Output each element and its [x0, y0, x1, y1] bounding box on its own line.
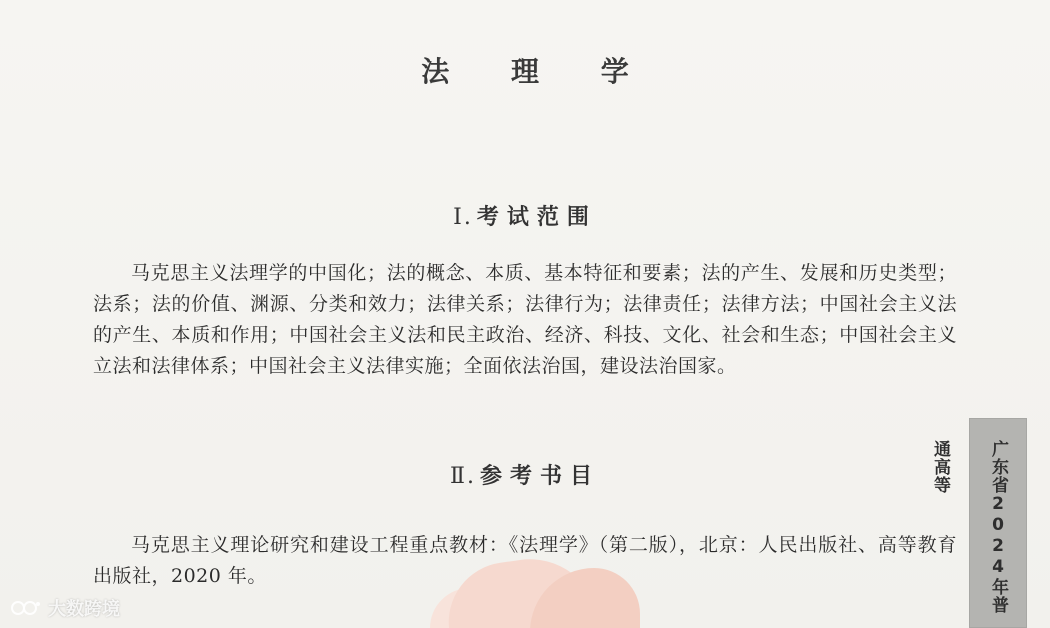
section-body-references: 马克思主义理论研究和建设工程重点教材：《法理学》（第二版），北京：人民出版社、高等教育出版社，2020 年。 [93, 534, 957, 587]
page-title: 法 理 学 [421, 55, 655, 88]
watermark [10, 596, 120, 620]
section-numeral: Ⅱ. [450, 464, 476, 489]
section-title: 参考书目 [479, 463, 600, 489]
section-body-scope: 马克思主义法理学的中国化；法的概念、本质、基本特征和要素；法的产生、发展和历史类型；法系；法的价值、渊源、分类和效力；法律关系；法律行为；法律责任；法律方法；中国社会主义法的产生、本质和作用；中国社会主义法和民主政治、经济、科技、文化、社会和生态；中国社会主义立法和法律体系；中国社会主义法律实施；全面依法治国，建设法治国家。 [93, 262, 957, 377]
section-title: 考试范围 [476, 204, 597, 230]
side-tab-label: 广东省2024年普通高等 [930, 440, 1008, 614]
watermark-text: 大数跨境 [48, 599, 120, 620]
section-heading-references [0, 459, 1050, 490]
side-index-tab [930, 418, 1027, 628]
section-heading-scope [0, 200, 1050, 231]
section-numeral: Ⅰ. [453, 205, 473, 230]
camera-logo-icon [10, 598, 44, 618]
